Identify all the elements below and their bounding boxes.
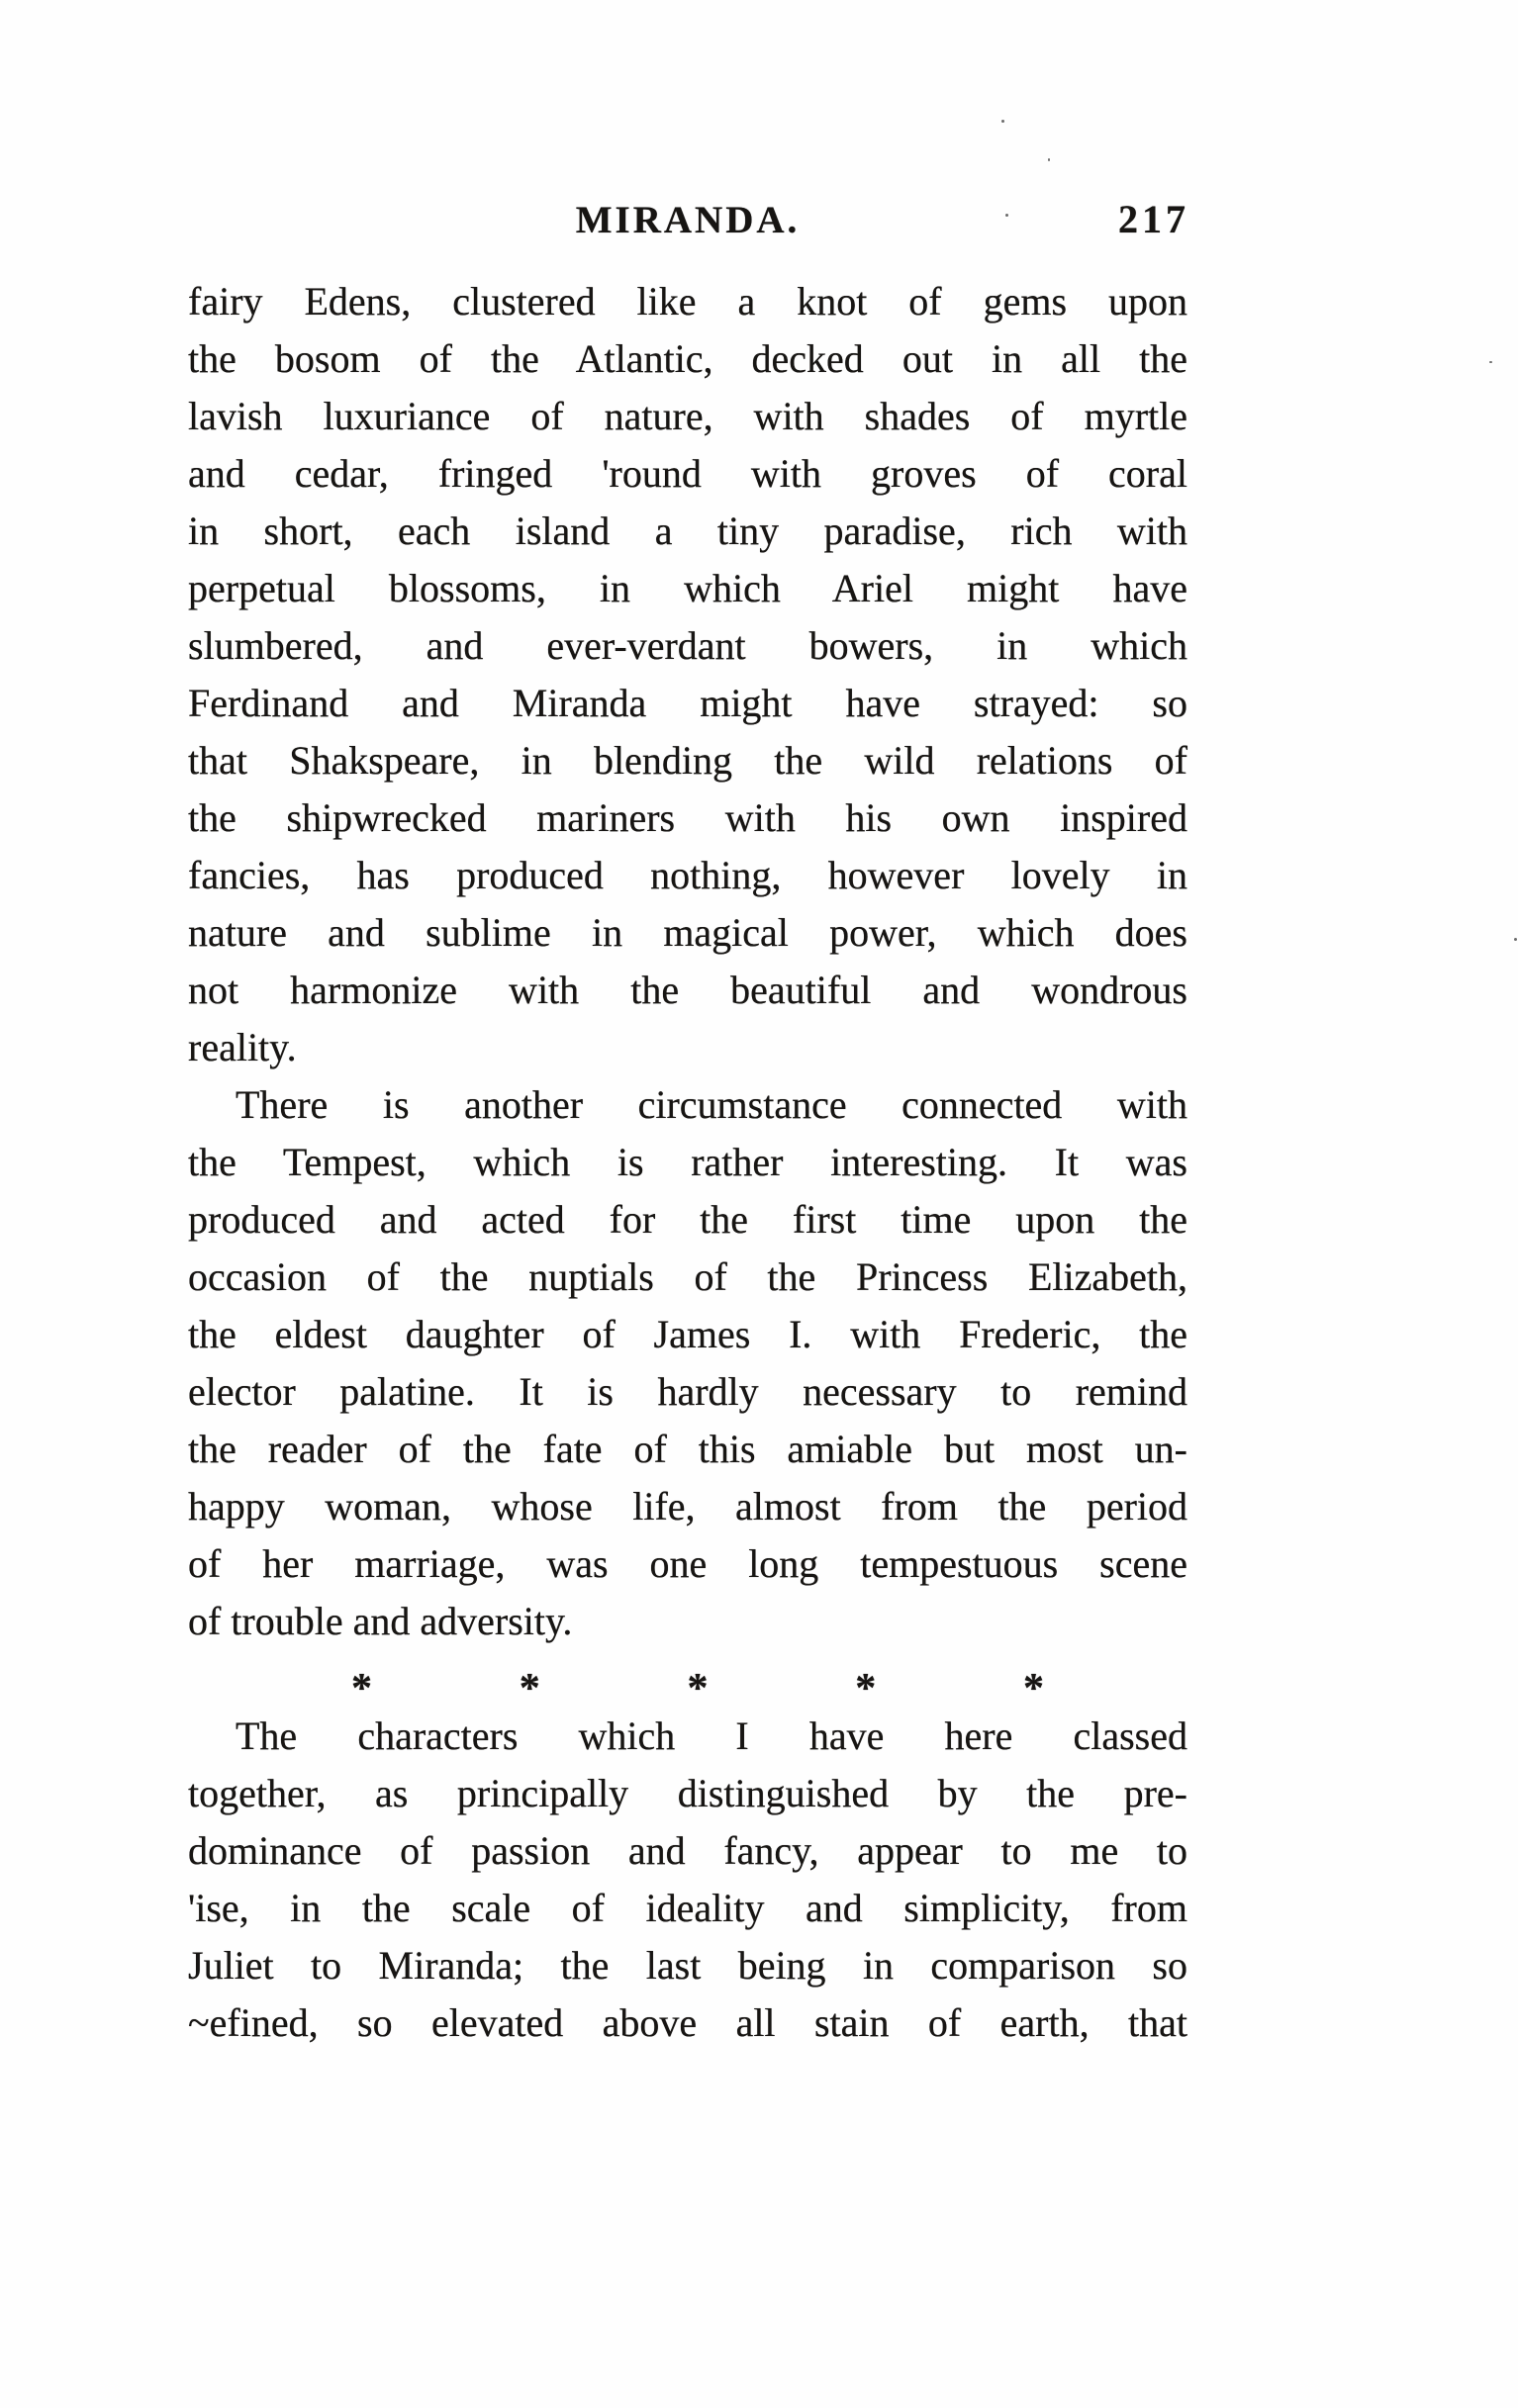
asterisk-icon: * xyxy=(351,1666,372,1712)
text-line: not harmonize with the beautiful and wondrous xyxy=(188,968,1187,1012)
text-line: the eldest daughter of James I. with Frederic, the xyxy=(188,1312,1187,1356)
asterisk-separator-row xyxy=(351,1650,1044,1712)
scan-speck xyxy=(1001,120,1004,123)
text-line: There is another circumstance connected with xyxy=(236,1082,1187,1127)
text-line: The characters which I have here classed xyxy=(236,1713,1187,1758)
scan-speck xyxy=(1489,361,1492,363)
text-line: occasion of the nuptials of the Princess Elizabeth, xyxy=(188,1254,1187,1299)
text-line: Juliet to Miranda; the last being in comparison so xyxy=(188,1943,1187,1988)
text-line: the reader of the fate of this amiable but most un- xyxy=(188,1427,1187,1471)
text-line: ~efined, so elevated above all stain of earth, that xyxy=(188,2000,1187,2045)
text-line: fairy Edens, clustered like a knot of gems upon xyxy=(188,279,1187,324)
running-head xyxy=(188,198,1187,242)
page-number: 217 xyxy=(1118,197,1189,241)
text-line: reality. xyxy=(188,1025,297,1069)
text-line: happy woman, whose life, almost from the period xyxy=(188,1484,1187,1528)
asterisk-icon: * xyxy=(687,1666,709,1712)
text-block xyxy=(188,273,1187,2052)
text-line: Ferdinand and Miranda might have strayed: so xyxy=(188,681,1187,725)
text-line: lavish luxuriance of nature, with shades of myrtle xyxy=(188,394,1187,438)
scan-speck xyxy=(1048,158,1050,161)
asterisk-icon: * xyxy=(1023,1666,1044,1712)
scan-speck xyxy=(1005,214,1008,217)
text-line: fancies, has produced nothing, however lovely in xyxy=(188,853,1187,897)
text-line: produced and acted for the first time upon the xyxy=(188,1197,1187,1242)
page-title: MIRANDA. xyxy=(575,199,801,241)
text-line: slumbered, and ever-verdant bowers, in which xyxy=(188,623,1187,668)
asterisk-icon: * xyxy=(855,1666,877,1712)
text-line: the shipwrecked mariners with his own inspired xyxy=(188,795,1187,840)
text-line: and cedar, fringed 'round with groves of coral xyxy=(188,451,1187,496)
text-line: dominance of passion and fancy, appear to me to xyxy=(188,1828,1187,1873)
text-line: in short, each island a tiny paradise, rich with xyxy=(188,509,1187,553)
text-line: the bosom of the Atlantic, decked out in all the xyxy=(188,336,1187,381)
text-line: of her marriage, was one long tempestuous scene xyxy=(188,1541,1187,1586)
asterisk-icon: * xyxy=(519,1666,540,1712)
text-line: elector palatine. It is hardly necessary to remind xyxy=(188,1369,1187,1414)
text-line: together, as principally distinguished by the pre- xyxy=(188,1771,1187,1815)
text-line: of trouble and adversity. xyxy=(188,1599,573,1643)
text-line: the Tempest, which is rather interesting. It was xyxy=(188,1140,1187,1184)
text-line: perpetual blossoms, in which Ariel might have xyxy=(188,566,1187,610)
scan-speck xyxy=(1514,938,1517,941)
text-line: that Shakspeare, in blending the wild relations of xyxy=(188,738,1187,783)
text-line: 'ise, in the scale of ideality and simplicity, from xyxy=(188,1886,1187,1930)
text-line: nature and sublime in magical power, which does xyxy=(188,910,1187,955)
